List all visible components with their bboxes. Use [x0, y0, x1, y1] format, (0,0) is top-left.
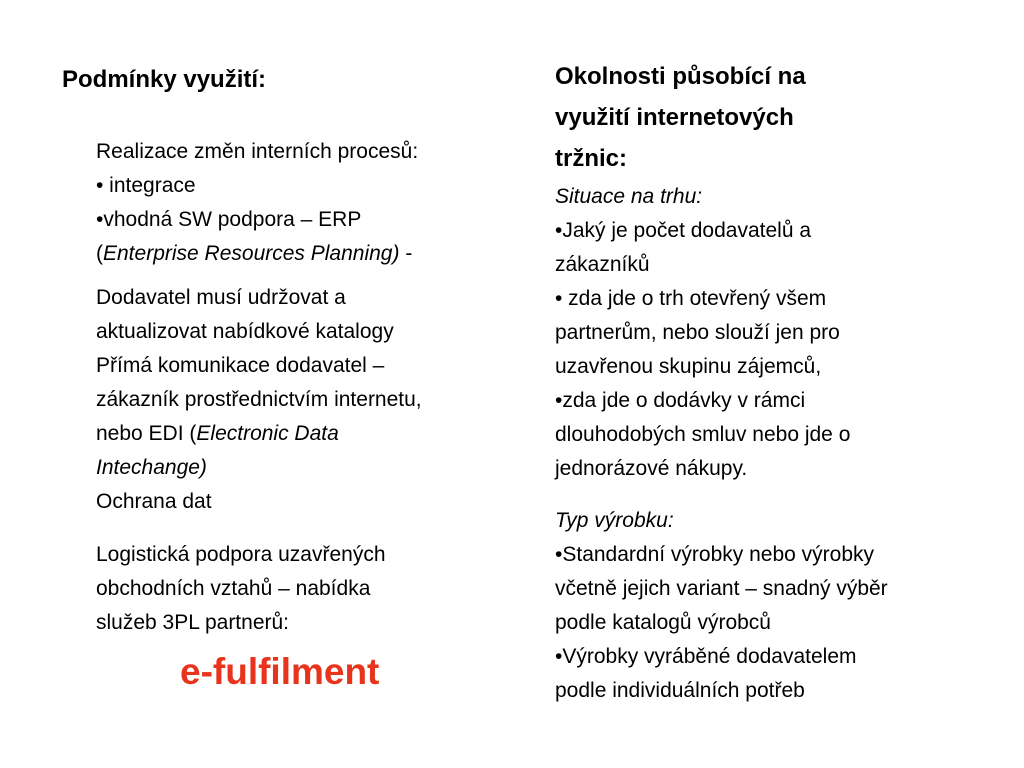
market-line: • zda jde o trh otevřený všem	[555, 287, 827, 310]
product-line: podle katalogů výrobců	[555, 611, 771, 634]
supplier-line: Přímá komunikace dodavatel –	[96, 354, 385, 377]
erp-expansion	[96, 237, 516, 271]
erp-open: (	[96, 242, 103, 265]
bullet-sw-support: •vhodná SW podpora – ERP	[96, 208, 362, 231]
left-heading: Podmínky využití:	[62, 66, 267, 93]
product-type-block	[555, 504, 995, 708]
internal-processes-block	[96, 135, 516, 271]
product-line: •Standardní výrobky nebo výrobky	[555, 543, 875, 566]
market-line: dlouhodobých smluv nebo jde o	[555, 423, 851, 446]
market-title: Situace na trhu:	[555, 185, 703, 208]
erp-close: -	[399, 242, 413, 265]
edi-line	[96, 417, 526, 451]
bullet-integration: • integrace	[96, 174, 196, 197]
product-line: včetně jejich variant – snadný výběr	[555, 577, 888, 600]
market-line: •Jaký je počet dodavatelů a	[555, 219, 812, 242]
supplier-line: zákazník prostřednictvím internetu,	[96, 388, 422, 411]
product-line: •Výrobky vyráběné dodavatelem	[555, 645, 857, 668]
product-line: podle individuálních potřeb	[555, 679, 805, 702]
product-title: Typ výrobku:	[555, 509, 674, 532]
edi-prefix: nebo EDI (	[96, 422, 197, 445]
right-heading-line: Okolnosti působící na	[555, 63, 806, 90]
supplier-line: Dodavatel musí udržovat a	[96, 286, 346, 309]
logistics-line: Logistická podpora uzavřených	[96, 543, 386, 566]
market-line: zákazníků	[555, 253, 650, 276]
erp-full-name: Enterprise Resources Planning)	[103, 242, 400, 265]
right-heading-line: tržnic:	[555, 145, 627, 172]
market-line: jednorázové nákupy.	[555, 457, 748, 480]
right-heading	[555, 56, 915, 179]
supplier-block	[96, 281, 526, 519]
logistics-line: obchodních vztahů – nabídka	[96, 577, 371, 600]
processes-intro: Realizace změn interních procesů:	[96, 140, 419, 163]
logistics-line: služeb 3PL partnerů:	[96, 611, 290, 634]
market-line: partnerům, nebo slouží jen pro	[555, 321, 840, 344]
market-line: uzavřenou skupinu zájemců,	[555, 355, 822, 378]
right-heading-line: využití internetových	[555, 104, 794, 131]
logistics-block	[96, 538, 516, 640]
edi-full-name-part: Electronic Data	[196, 422, 339, 445]
data-protection: Ochrana dat	[96, 490, 212, 513]
market-line: •zda jde o dodávky v rámci	[555, 389, 806, 412]
e-fulfilment-highlight: e-fulfilment	[180, 651, 380, 692]
edi-full-name-end: Intechange)	[96, 456, 207, 479]
market-situation-block	[555, 180, 995, 486]
supplier-line: aktualizovat nabídkové katalogy	[96, 320, 394, 343]
